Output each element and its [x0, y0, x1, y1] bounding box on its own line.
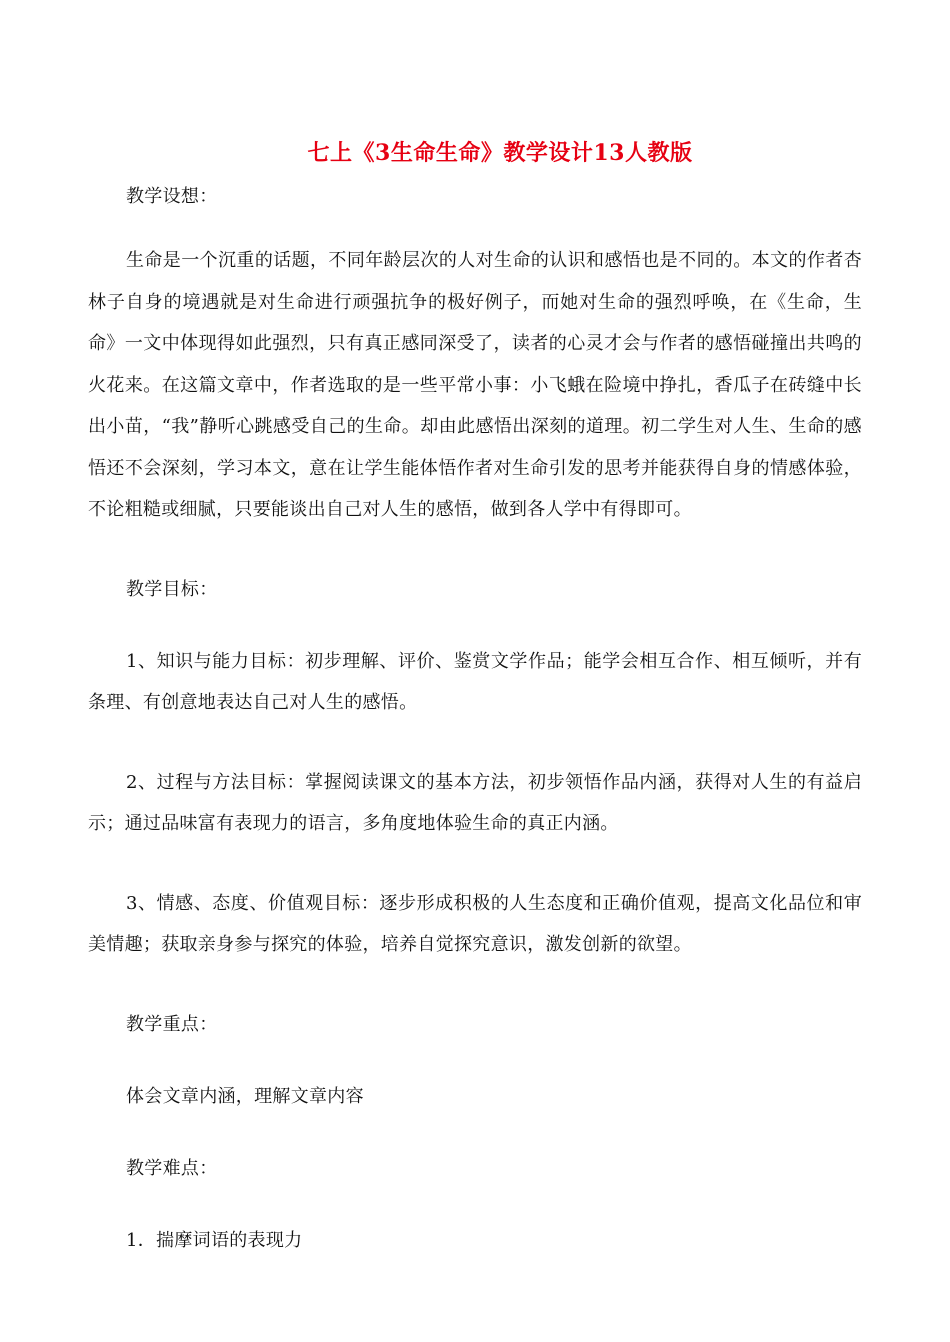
- goal-process-method: 2、过程与方法目标：掌握阅读课文的基本方法，初步领悟作品内涵，获得对人生的有益启示；通过品味富有表现力的语言，多角度地体验生命的真正内涵。: [88, 771, 862, 834]
- paragraph-teaching-idea: 生命是一个沉重的话题，不同年龄层次的人对生命的认识和感悟也是不同的。本文的作者杏林子自身的境遇就是对生命进行顽强抗争的极好例子，而她对生命的强烈呼唤，在《生命，生命》一文中体现得如此强烈，只有真正感同深受了，读者的心灵才会与作者的感悟碰撞出共鸣的火花来。在这篇文章中，作者选取的是一些平常小事：小飞蛾在险境中挣扎，香瓜子在砖缝中长出小苗，“我”静听心跳感受自己的生命。却由此感悟出深刻的道理。初二学生对人生、生命的感悟还不会深刻，学习本文，意在让学生能体悟作者对生命引发的思考并能获得自身的情感体验，不论粗糙或细腻，只要能谈出自己对人生的感悟，做到各人学中有得即可。: [88, 250, 862, 520]
- goal-emotion-attitude: 3、情感、态度、价值观目标：逐步形成积极的人生态度和正确价值观，提高文化品位和审美情趣；获取亲身参与探究的体验，培养自觉探究意识，激发创新的欲望。: [88, 892, 862, 955]
- difficulty-item-1: 1．揣摩词语的表现力: [126, 1229, 303, 1251]
- heading-teaching-goals: 教学目标：: [126, 578, 218, 600]
- document-title: 七上《3生命生命》教学设计13人教版: [307, 140, 693, 166]
- document-body: [88, 184, 862, 1254]
- heading-key-points: 教学重点：: [126, 1013, 218, 1035]
- heading-teaching-idea: 教学设想：: [126, 186, 218, 207]
- goal-knowledge-ability: 1、知识与能力目标：初步理解、评价、鉴赏文学作品；能学会相互合作、相互倾听，并有条理、有创意地表达自己对人生的感悟。: [88, 650, 862, 713]
- heading-difficulties: 教学难点：: [126, 1157, 218, 1179]
- key-point-text: 体会文章内涵，理解文章内容: [126, 1085, 364, 1107]
